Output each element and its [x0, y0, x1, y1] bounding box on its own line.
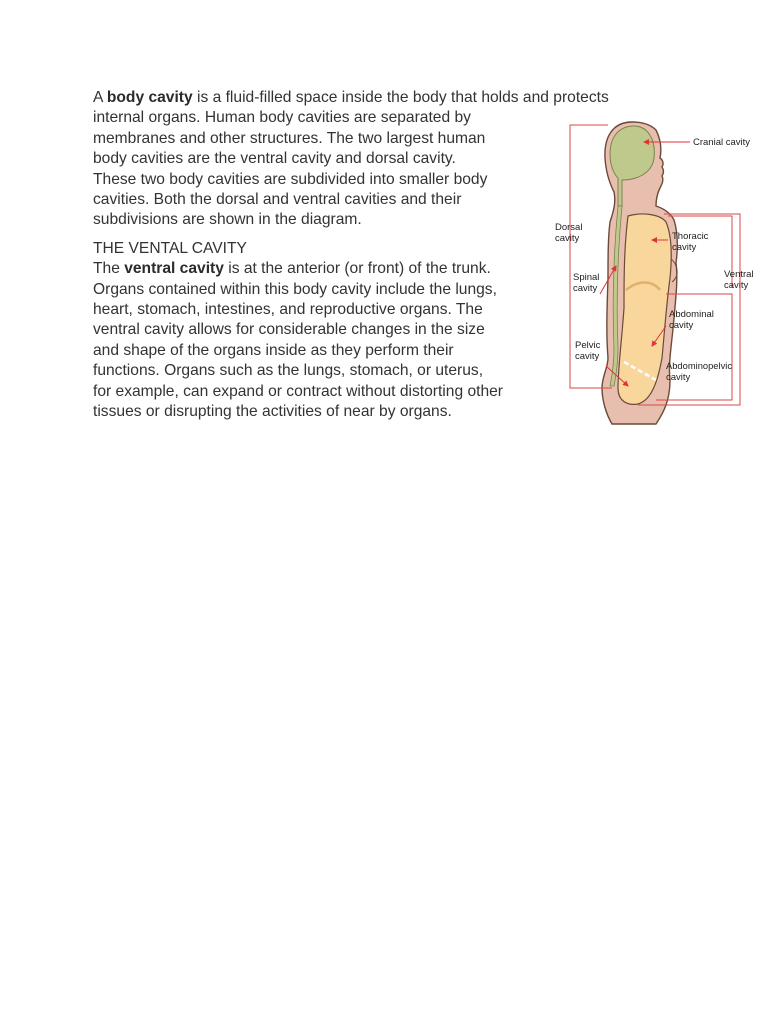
abdominal-label-line-1: Abdominal	[669, 309, 714, 320]
pelvic-label-line-1: Pelvic	[575, 340, 601, 351]
section-heading: THE VENTAL CAVITY	[93, 239, 247, 257]
intro-line-3: membranes and other structures. The two largest human	[93, 129, 486, 147]
ventral-line-5: and shape of the organs inside as they perform their	[93, 341, 454, 359]
pelvic-label-line-2: cavity	[575, 351, 600, 362]
ventral-label-line-1: Ventral	[724, 269, 754, 280]
cranial-cavity-label: Cranial cavity	[693, 137, 751, 148]
ventral-prefix: The	[93, 260, 125, 278]
intro-prefix: A	[93, 89, 107, 106]
ventral-line-4: ventral cavity allows for considerable changes in the size	[93, 321, 485, 339]
ventral-line-2: Organs contained within this body cavity include the lungs,	[93, 280, 497, 298]
abdominopelvic-label-line-1: Abdominopelvic	[666, 361, 733, 372]
dorsal-label-line-1: Dorsal	[555, 222, 583, 233]
ventral-line-6: functions. Organs such as the lungs, stomach, or uterus,	[93, 362, 484, 380]
thoracic-label-line-1: Thoracic	[672, 231, 709, 242]
abdominopelvic-label-line-2: cavity	[666, 372, 691, 383]
intro-line-5: These two body cavities are subdivided into smaller body	[93, 170, 488, 188]
ventral-line-8: tissues or disrupting the activities of near by organs.	[93, 403, 452, 421]
ventral-cavity-term: ventral cavity	[124, 260, 224, 278]
spinal-label-line-1: Spinal	[573, 272, 600, 283]
thoracic-label-line-2: cavity	[672, 242, 697, 253]
body-cavity-term: body cavity	[106, 89, 193, 106]
ventral-line-1-text: is at the anterior (or front) of the trunk.	[223, 260, 491, 278]
ventral-label-line-2: cavity	[724, 280, 749, 291]
body-cavities-svg	[552, 118, 758, 428]
intro-line-1	[93, 88, 683, 108]
intro-line-2: internal organs. Human body cavities are separated by	[93, 109, 471, 127]
intro-line-4: body cavities are the ventral cavity and dorsal cavity.	[93, 150, 456, 168]
ventral-line-3: heart, stomach, intestines, and reproductive organs. The	[93, 301, 483, 319]
spinal-label-line-2: cavity	[573, 283, 598, 294]
intro-line-7: subdivisions are shown in the diagram.	[93, 211, 362, 229]
abdominal-label-line-2: cavity	[669, 320, 694, 331]
intro-line-6: cavities. Both the dorsal and ventral cavities and their	[93, 191, 462, 209]
ventral-line-7: for example, can expand or contract without distorting other	[93, 382, 503, 400]
body-cavities-diagram	[552, 118, 758, 428]
dorsal-label-line-2: cavity	[555, 233, 580, 244]
intro-line-1-text: is a fluid-filled space inside the body that holds and protects	[192, 89, 609, 106]
